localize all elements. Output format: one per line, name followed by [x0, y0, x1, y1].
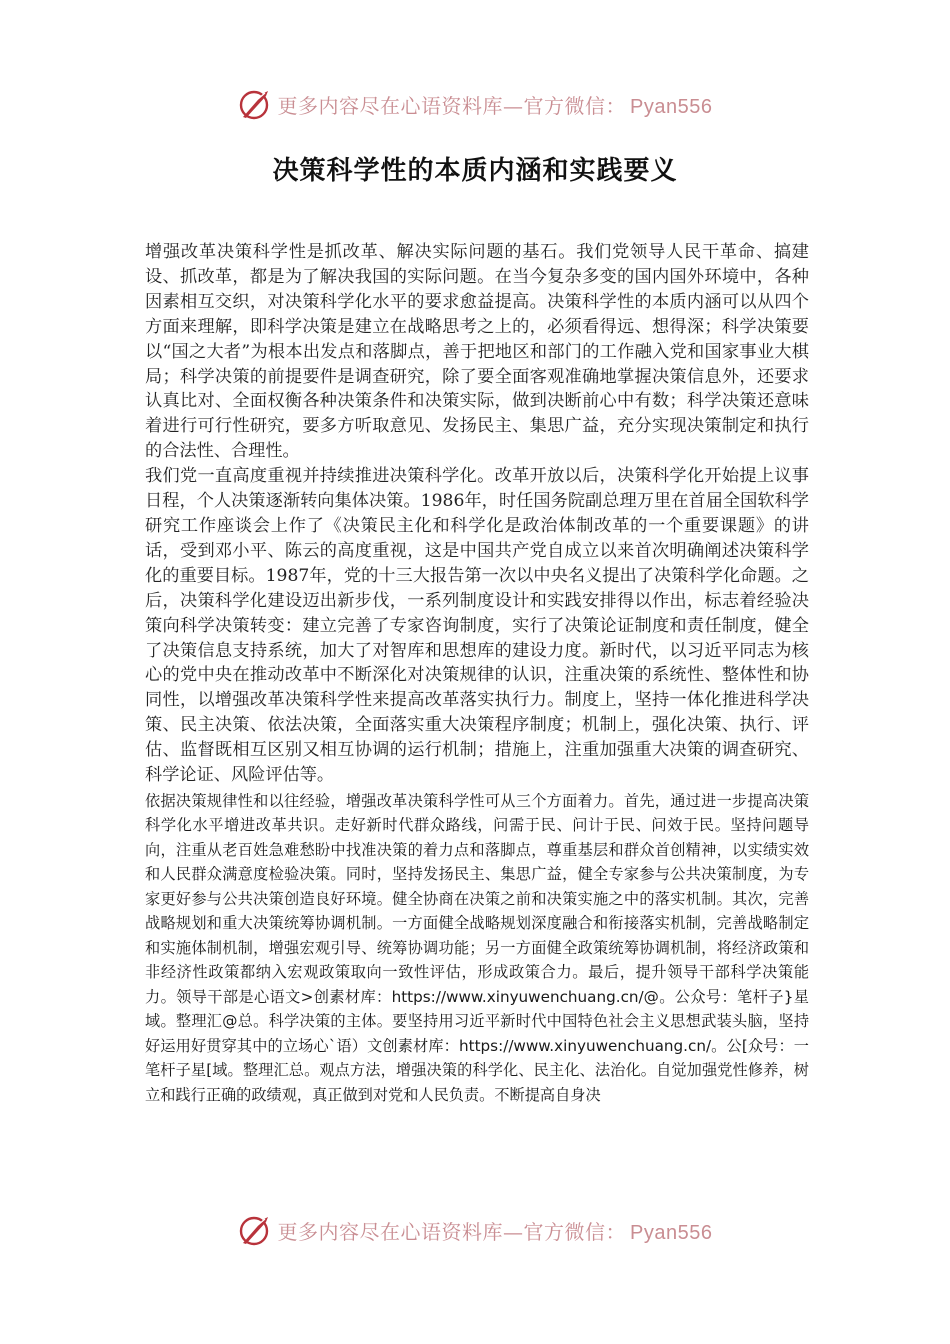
- quill-pen-logo-icon: [238, 87, 272, 121]
- page-title: 决策科学性的本质内涵和实践要义: [272, 156, 678, 186]
- footer-banner-label: 更多内容尽在心语资料库—官方微信：: [277, 1219, 627, 1244]
- header-banner-text: [278, 90, 713, 119]
- header-banner-wechat-id: Pyan556: [630, 95, 713, 118]
- paragraph-1: 增强改革决策科学性是抓改革、解决实际问题的基石。我们党领导人民干革命、搞建设、抓改革，都是为了解决我国的实际问题。在当今复杂多变的国内国外环境中，各种因素相互交织，对决策科学化水平的要求愈益提高。决策科学性的本质内涵可以从四个方面来理解，即科学决策是建立在战略思考之上的，必须看得远、想得深；科学决策要以“国之大者”为根本出发点和落脚点，善于把地区和部门的工作融入党和国家事业大棋局；科学决策的前提要件是调查研究，除了要全面客观准确地掌握决策信息外，还要求认真比对、全面权衡各种决策条件和决策实际，做到决断前心中有数；科学决策还意味着进行可行性研究，要多方听取意见、发扬民主、集思广益，充分实现决策制定和执行的合法性、合理性。: [145, 242, 809, 462]
- header-banner: [0, 84, 950, 124]
- header-banner-label: 更多内容尽在心语资料库—官方微信：: [277, 93, 627, 118]
- footer-banner-wechat-id: Pyan556: [630, 1221, 713, 1244]
- footer-banner-text: [278, 1216, 713, 1245]
- quill-pen-logo-icon: [238, 1213, 272, 1247]
- article-body: [145, 240, 809, 1107]
- paragraph-3: 依据决策规律性和以往经验，增强改革决策科学性可从三个方面着力。首先，通过进一步提高决策科学化水平增进改革共识。走好新时代群众路线，问需于民、问计于民、问效于民。坚持问题导向，注重从老百姓急难愁盼中找准决策的着力点和落脚点，尊重基层和群众首创精神，以实绩实效和人民群众满意度检验决策。同时，坚持发扬民主、集思广益，健全专家参与公共决策制度，为专家更好参与公共决策创造良好环境。健全协商在决策之前和决策实施之中的落实机制。其次，完善战略规划和重大决策统筹协调机制。一方面健全战略规划深度融合和衔接落实机制，完善战略制定和实施体制机制，增强宏观引导、统筹协调功能；另一方面健全政策统筹协调机制，将经济政策和非经济性政策都纳入宏观政策取向一致性评估，形成政策合力。最后，提升领导干部科学决策能力。领导干部是心语文>创素材库：https://www.xinyuwenchuang.cn/@。公众号：笔杆子}星域。整理汇@总。科学决策的主体。要坚持用习近平新时代中国特色社会主义思想武装头脑，坚持好运用好贯穿其中的立场心`语）文创素材库：https://www.xinyuwenchuang.cn/。公[众号：一笔杆子星[域。整理汇总。观点方法，增强决策的科学化、民主化、法治化。自觉加强党性修养，树立和践行正确的政绩观，真正做到对党和人民负责。不断提高自身决: [145, 791, 809, 1104]
- footer-banner: [0, 1210, 950, 1250]
- paragraph-2: 我们党一直高度重视并持续推进决策科学化。改革开放以后，决策科学化开始提上议事日程，个人决策逐渐转向集体决策。1986年，时任国务院副总理万里在首届全国软科学研究工作座谈会上作了《决策民主化和科学化是政治体制改革的一个重要课题》的讲话，受到邓小平、陈云的高度重视，这是中国共产党自成立以来首次明确阐述决策科学化的重要目标。1987年，党的十三大报告第一次以中央名义提出了决策科学化命题。之后，决策科学化建设迈出新步伐，一系列制度设计和实践安排得以作出，标志着经验决策向科学决策转变：建立完善了专家咨询制度，实行了决策论证制度和责任制度，健全了决策信息支持系统，加大了对智库和思想库的建设力度。新时代，以习近平同志为核心的党中央在推动改革中不断深化对决策规律的认识，注重决策的系统性、整体性和协同性，以增强改革决策科学性来提高改革落实执行力。制度上，坚持一体化推进科学决策、民主决策、依法决策，全面落实重大决策程序制度；机制上，强化决策、执行、评估、监督既相互区别又相互协调的运行机制；措施上，注重加强重大决策的调查研究、科学论证、风险评估等。: [145, 466, 809, 786]
